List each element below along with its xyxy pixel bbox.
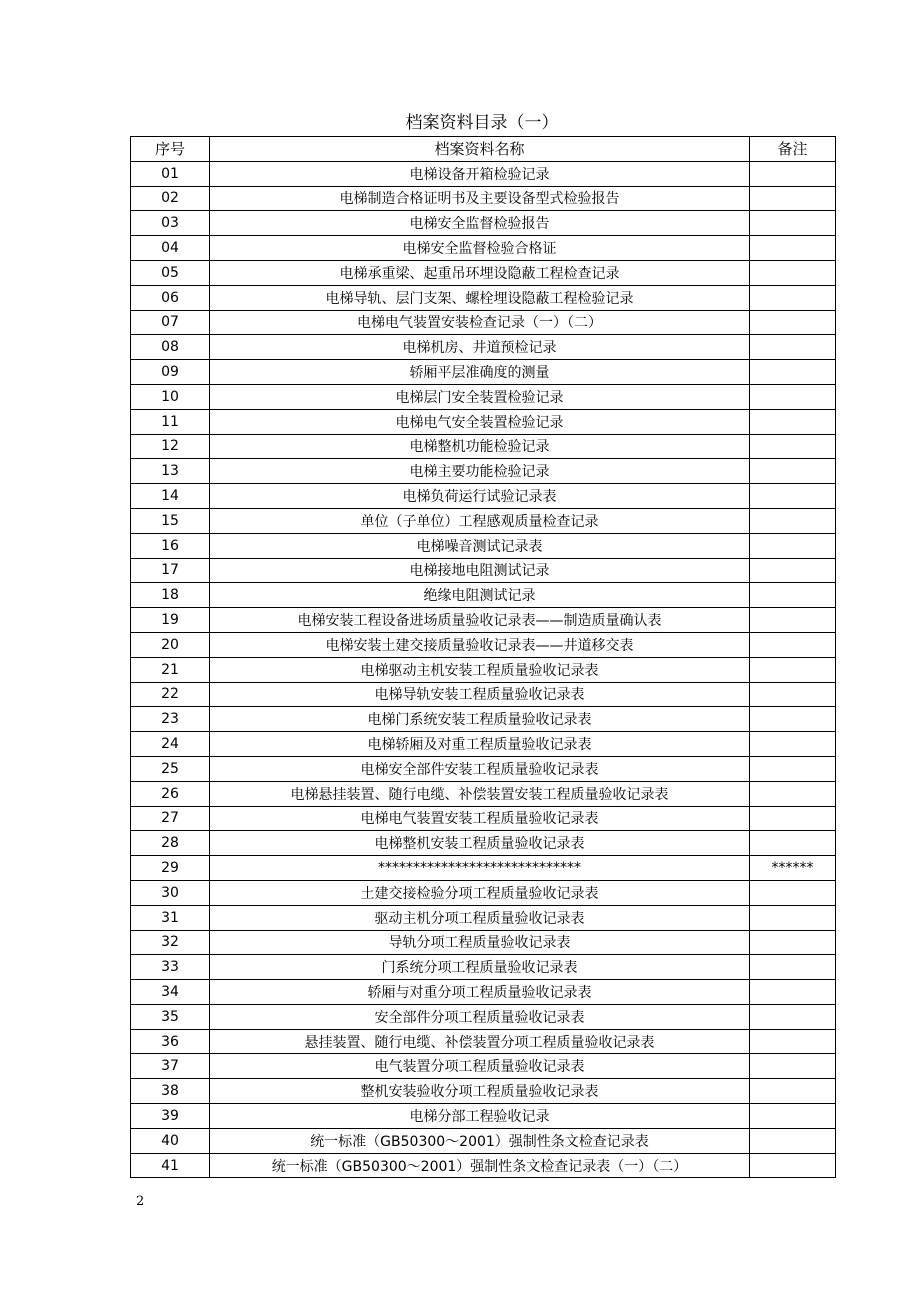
table-row <box>131 335 836 360</box>
cell-serial: 17 <box>131 558 210 583</box>
cell-serial: 39 <box>131 1104 210 1129</box>
cell-serial: 27 <box>131 806 210 831</box>
cell-serial: 31 <box>131 905 210 930</box>
cell-serial: 29 <box>131 856 210 881</box>
cell-remarks <box>750 930 836 955</box>
cell-document-name: 电梯门系统安装工程质量验收记录表 <box>210 707 750 732</box>
table-row <box>131 186 836 211</box>
table-row <box>131 756 836 781</box>
table-row <box>131 1128 836 1153</box>
cell-document-name: 电梯主要功能检验记录 <box>210 459 750 484</box>
cell-document-name: 电梯驱动主机安装工程质量验收记录表 <box>210 657 750 682</box>
table-row <box>131 1029 836 1054</box>
table-row <box>131 831 836 856</box>
cell-serial: 25 <box>131 756 210 781</box>
cell-document-name: 电梯电气装置安装检查记录（一）（二） <box>210 310 750 335</box>
cell-document-name: 电梯导轨、层门支架、螺栓埋设隐蔽工程检验记录 <box>210 285 750 310</box>
cell-remarks <box>750 1004 836 1029</box>
table-row <box>131 260 836 285</box>
archive-catalog-table <box>130 136 836 1178</box>
cell-serial: 07 <box>131 310 210 335</box>
cell-document-name: 电气装置分项工程质量验收记录表 <box>210 1054 750 1079</box>
cell-remarks <box>750 608 836 633</box>
cell-document-name: 整机安装验收分项工程质量验收记录表 <box>210 1079 750 1104</box>
table-row <box>131 236 836 261</box>
cell-document-name: 单位（子单位）工程感观质量检查记录 <box>210 508 750 533</box>
cell-serial: 34 <box>131 980 210 1005</box>
cell-document-name: 统一标准（GB50300～2001）强制性条文检查记录表（一）（二） <box>210 1153 750 1178</box>
cell-document-name: 电梯悬挂装置、随行电缆、补偿装置安装工程质量验收记录表 <box>210 781 750 806</box>
table-row <box>131 384 836 409</box>
cell-document-name: 电梯制造合格证明书及主要设备型式检验报告 <box>210 186 750 211</box>
table-row <box>131 955 836 980</box>
table-row <box>131 880 836 905</box>
cell-document-name: 电梯安装土建交接质量验收记录表——井道移交表 <box>210 632 750 657</box>
table-row <box>131 608 836 633</box>
cell-remarks <box>750 508 836 533</box>
cell-remarks <box>750 632 836 657</box>
cell-serial: 14 <box>131 484 210 509</box>
cell-remarks <box>750 1153 836 1178</box>
cell-serial: 32 <box>131 930 210 955</box>
table-body <box>131 161 836 1178</box>
cell-remarks <box>750 905 836 930</box>
cell-remarks <box>750 384 836 409</box>
cell-remarks <box>750 211 836 236</box>
table-row <box>131 732 836 757</box>
table-row <box>131 781 836 806</box>
table-row <box>131 459 836 484</box>
cell-document-name: 安全部件分项工程质量验收记录表 <box>210 1004 750 1029</box>
cell-remarks <box>750 781 836 806</box>
cell-remarks <box>750 484 836 509</box>
cell-remarks <box>750 285 836 310</box>
cell-remarks <box>750 558 836 583</box>
cell-serial: 24 <box>131 732 210 757</box>
cell-document-name: 电梯导轨安装工程质量验收记录表 <box>210 682 750 707</box>
cell-serial: 37 <box>131 1054 210 1079</box>
cell-serial: 18 <box>131 583 210 608</box>
cell-serial: 20 <box>131 632 210 657</box>
table-row <box>131 434 836 459</box>
cell-document-name: 电梯安全部件安装工程质量验收记录表 <box>210 756 750 781</box>
cell-document-name: 电梯电气装置安装工程质量验收记录表 <box>210 806 750 831</box>
cell-document-name: 电梯接地电阻测试记录 <box>210 558 750 583</box>
table-row <box>131 533 836 558</box>
cell-serial: 19 <box>131 608 210 633</box>
cell-serial: 04 <box>131 236 210 261</box>
cell-remarks <box>750 1104 836 1129</box>
cell-serial: 15 <box>131 508 210 533</box>
cell-document-name: 电梯安全监督检验合格证 <box>210 236 750 261</box>
cell-serial: 38 <box>131 1079 210 1104</box>
cell-remarks <box>750 260 836 285</box>
table-row <box>131 657 836 682</box>
cell-document-name: 电梯负荷运行试验记录表 <box>210 484 750 509</box>
cell-remarks <box>750 1054 836 1079</box>
cell-document-name: 电梯安全监督检验报告 <box>210 211 750 236</box>
cell-serial: 01 <box>131 161 210 186</box>
table-row <box>131 930 836 955</box>
cell-serial: 06 <box>131 285 210 310</box>
cell-remarks <box>750 732 836 757</box>
cell-remarks <box>750 360 836 385</box>
cell-serial: 41 <box>131 1153 210 1178</box>
cell-remarks <box>750 310 836 335</box>
table-row <box>131 583 836 608</box>
cell-document-name: ***************************** <box>210 856 750 881</box>
table-header-row <box>131 137 836 162</box>
cell-remarks <box>750 980 836 1005</box>
cell-document-name: 电梯层门安全装置检验记录 <box>210 384 750 409</box>
table-row <box>131 856 836 881</box>
cell-document-name: 电梯电气安全装置检验记录 <box>210 409 750 434</box>
cell-serial: 16 <box>131 533 210 558</box>
cell-remarks <box>750 533 836 558</box>
cell-document-name: 轿厢与对重分项工程质量验收记录表 <box>210 980 750 1005</box>
cell-remarks <box>750 806 836 831</box>
table-row <box>131 1153 836 1178</box>
cell-remarks <box>750 409 836 434</box>
document-title: 档案资料目录（一） <box>405 113 559 133</box>
table-row <box>131 484 836 509</box>
table-row <box>131 310 836 335</box>
table-row <box>131 682 836 707</box>
cell-serial: 09 <box>131 360 210 385</box>
cell-remarks <box>750 236 836 261</box>
cell-document-name: 电梯安装工程设备进场质量验收记录表——制造质量确认表 <box>210 608 750 633</box>
cell-document-name: 电梯整机功能检验记录 <box>210 434 750 459</box>
table-row <box>131 409 836 434</box>
cell-serial: 12 <box>131 434 210 459</box>
cell-remarks <box>750 880 836 905</box>
table-row <box>131 632 836 657</box>
cell-serial: 35 <box>131 1004 210 1029</box>
cell-serial: 08 <box>131 335 210 360</box>
table-row <box>131 1079 836 1104</box>
cell-remarks <box>750 1079 836 1104</box>
cell-serial: 33 <box>131 955 210 980</box>
cell-document-name: 门系统分项工程质量验收记录表 <box>210 955 750 980</box>
cell-remarks <box>750 335 836 360</box>
cell-remarks <box>750 186 836 211</box>
table-row <box>131 1054 836 1079</box>
cell-document-name: 电梯设备开箱检验记录 <box>210 161 750 186</box>
cell-document-name: 电梯噪音测试记录表 <box>210 533 750 558</box>
table-row <box>131 806 836 831</box>
cell-serial: 40 <box>131 1128 210 1153</box>
cell-serial: 28 <box>131 831 210 856</box>
cell-serial: 11 <box>131 409 210 434</box>
cell-serial: 13 <box>131 459 210 484</box>
table-row <box>131 1104 836 1129</box>
header-document-name: 档案资料名称 <box>210 137 750 162</box>
cell-document-name: 轿厢平层准确度的测量 <box>210 360 750 385</box>
cell-document-name: 悬挂装置、随行电缆、补偿装置分项工程质量验收记录表 <box>210 1029 750 1054</box>
table-row <box>131 161 836 186</box>
cell-serial: 05 <box>131 260 210 285</box>
cell-remarks <box>750 161 836 186</box>
cell-remarks <box>750 831 836 856</box>
cell-remarks <box>750 583 836 608</box>
page-number: 2 <box>136 1194 145 1209</box>
cell-remarks <box>750 707 836 732</box>
cell-serial: 26 <box>131 781 210 806</box>
cell-document-name: 导轨分项工程质量验收记录表 <box>210 930 750 955</box>
cell-document-name: 绝缘电阻测试记录 <box>210 583 750 608</box>
cell-remarks <box>750 434 836 459</box>
cell-serial: 22 <box>131 682 210 707</box>
cell-serial: 02 <box>131 186 210 211</box>
table-row <box>131 558 836 583</box>
cell-document-name: 电梯整机安装工程质量验收记录表 <box>210 831 750 856</box>
cell-remarks <box>750 657 836 682</box>
cell-document-name: 土建交接检验分项工程质量验收记录表 <box>210 880 750 905</box>
table-row <box>131 980 836 1005</box>
cell-document-name: 电梯承重梁、起重吊环埋设隐蔽工程检查记录 <box>210 260 750 285</box>
cell-serial: 30 <box>131 880 210 905</box>
table-row <box>131 1004 836 1029</box>
cell-document-name: 电梯轿厢及对重工程质量验收记录表 <box>210 732 750 757</box>
cell-remarks <box>750 1128 836 1153</box>
cell-remarks: ****** <box>750 856 836 881</box>
cell-remarks <box>750 955 836 980</box>
cell-remarks <box>750 756 836 781</box>
table-row <box>131 360 836 385</box>
cell-document-name: 电梯分部工程验收记录 <box>210 1104 750 1129</box>
table-row <box>131 508 836 533</box>
table-row <box>131 905 836 930</box>
cell-remarks <box>750 682 836 707</box>
cell-serial: 23 <box>131 707 210 732</box>
cell-serial: 03 <box>131 211 210 236</box>
cell-remarks <box>750 459 836 484</box>
header-remarks: 备注 <box>750 137 836 162</box>
table-row <box>131 707 836 732</box>
table-row <box>131 285 836 310</box>
cell-serial: 10 <box>131 384 210 409</box>
cell-document-name: 统一标准（GB50300～2001）强制性条文检查记录表 <box>210 1128 750 1153</box>
header-serial: 序号 <box>131 137 210 162</box>
cell-document-name: 电梯机房、井道预检记录 <box>210 335 750 360</box>
cell-serial: 36 <box>131 1029 210 1054</box>
cell-serial: 21 <box>131 657 210 682</box>
table-row <box>131 211 836 236</box>
cell-remarks <box>750 1029 836 1054</box>
cell-document-name: 驱动主机分项工程质量验收记录表 <box>210 905 750 930</box>
